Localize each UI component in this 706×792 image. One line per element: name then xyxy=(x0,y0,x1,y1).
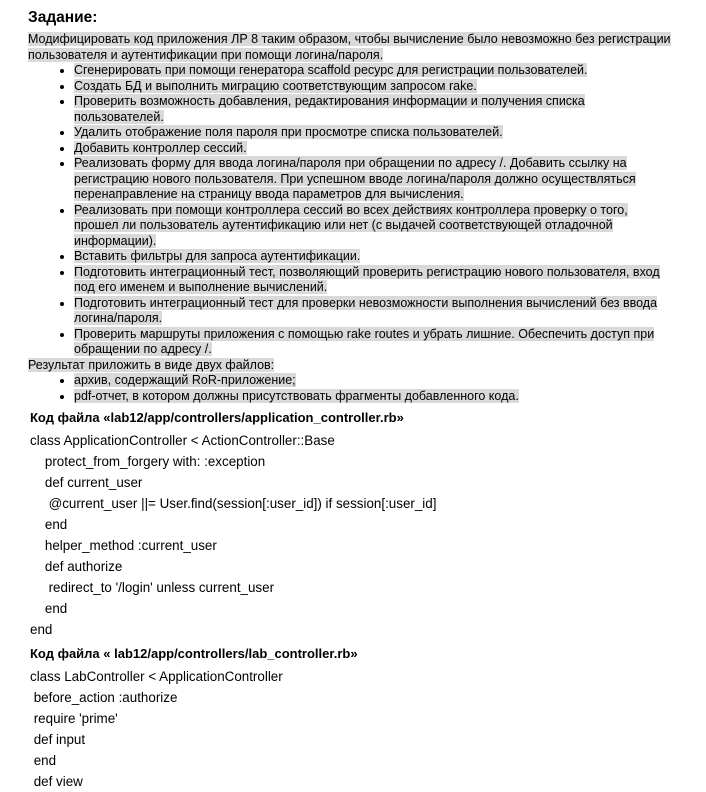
task-item xyxy=(74,203,666,250)
task-text: Подготовить интеграционный тест для проверки невозможности выполнения вычислений без ввода логина/пароля. xyxy=(74,295,658,325)
code-line: end xyxy=(30,622,53,637)
task-text: Реализовать при помощи контроллера сессий во всех действиях контроллера проверку о того, прошел ли пользователь аутентификацию или нет (с выдачей соответствующей отладочной информации). xyxy=(74,202,628,248)
result-intro xyxy=(28,358,676,374)
task-item xyxy=(74,79,666,95)
task-item xyxy=(74,94,666,125)
result-text: pdf-отчет, в котором должны присутствовать фрагменты добавленного кода. xyxy=(74,388,519,403)
file1-code-block xyxy=(30,430,688,640)
intro-paragraph xyxy=(28,32,676,63)
intro-text: Модифицировать код приложения ЛР 8 таким образом, чтобы вычисление было невозможно без регистрации пользователя и аутентификации при помощи логина/пароля. xyxy=(28,32,671,62)
code-line: def view xyxy=(30,774,83,789)
code-line: @current_user ||= User.find(session[:user_id]) if session[:user_id] xyxy=(30,496,437,511)
task-item xyxy=(74,249,666,265)
task-list xyxy=(28,63,688,358)
task-item xyxy=(74,63,666,79)
task-text: Проверить маршруты приложения с помощью rake routes и убрать лишние. Обеспечить доступ при обращении по адресу /. xyxy=(74,326,655,356)
task-text: Добавить контроллер сессий. xyxy=(74,140,247,155)
task-text: Подготовить интеграционный тест, позволяющий проверить регистрацию нового пользователя, вход под его именем и выполнение вычислений. xyxy=(74,264,660,294)
code-line: protect_from_forgery with: :exception xyxy=(30,454,266,469)
file1-heading: Код файла «lab12/app/controllers/application_controller.rb» xyxy=(30,410,404,425)
file2-heading: Код файла « lab12/app/controllers/lab_controller.rb» xyxy=(30,646,358,661)
task-text: Создать БД и выполнить миграцию соответствующим запросом rake. xyxy=(74,78,477,93)
task-item xyxy=(74,141,666,157)
code-line: end xyxy=(30,601,68,616)
task-text: Сгенерировать при помощи генератора scaffold ресурс для регистрации пользователей. xyxy=(74,63,588,77)
task-item xyxy=(74,125,666,141)
code-line: end xyxy=(30,517,68,532)
code-line: helper_method :current_user xyxy=(30,538,217,553)
result-item xyxy=(74,373,666,389)
task-text: Проверить возможность добавления, редактирования информации и получения списка пользователей. xyxy=(74,94,585,124)
task-text: Удалить отображение поля пароля при просмотре списка пользователей. xyxy=(74,125,503,139)
code-line: before_action :authorize xyxy=(30,690,178,705)
result-item xyxy=(74,389,666,405)
code-line: def current_user xyxy=(30,475,143,490)
code-line: class ApplicationController < ActionController::Base xyxy=(30,433,335,448)
file2-code-block xyxy=(30,666,688,792)
task-item xyxy=(74,156,666,203)
task-text: Вставить фильтры для запроса аутентификации. xyxy=(74,249,361,263)
code-line: class LabController < ApplicationController xyxy=(30,669,283,684)
code-line: require 'prime' xyxy=(30,711,118,726)
page-title: Задание: xyxy=(28,9,98,26)
result-intro-text: Результат приложить в виде двух файлов: xyxy=(28,357,275,372)
task-text: Реализовать форму для ввода логина/пароля при обращении по адресу /. Добавить ссылку на регистрацию нового пользователя. При успешном вводе логина/пароля должно осуществляться перенаправление на страницу ввода параметров для вычисления. xyxy=(74,156,636,201)
task-item xyxy=(74,296,666,327)
task-item xyxy=(74,265,666,296)
code-line: end xyxy=(30,753,57,768)
code-line: def input xyxy=(30,732,86,747)
task-item xyxy=(74,327,666,358)
result-text: архив, содержащий RoR-приложение; xyxy=(74,373,296,387)
result-list xyxy=(28,373,688,404)
code-line: def authorize xyxy=(30,559,123,574)
code-line: redirect_to '/login' unless current_user xyxy=(30,580,275,595)
